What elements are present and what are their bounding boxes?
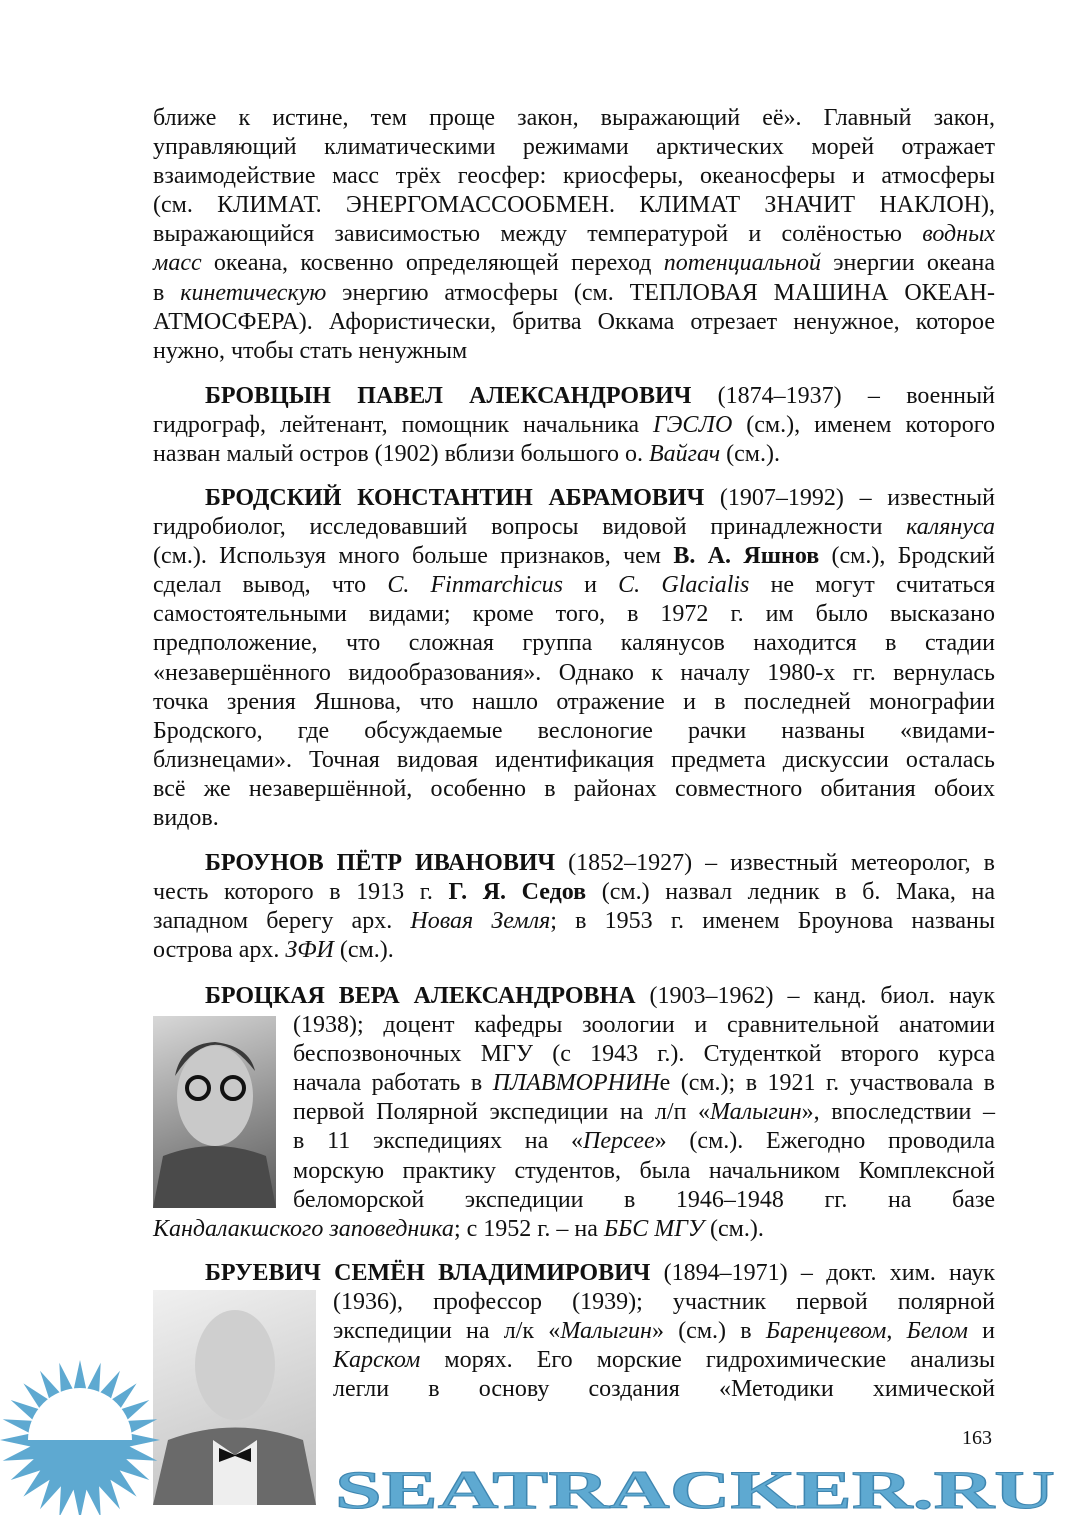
- text-run: первой Полярной экспедиции на л/п «: [293, 1099, 711, 1126]
- portrait-bruevich: [153, 1290, 316, 1505]
- entry-brotskaya: [153, 982, 995, 1244]
- text-line: [293, 1186, 995, 1215]
- text-run: беспозвоночных МГУ (с 1943 г.). Студенткой второго курса: [293, 1041, 995, 1068]
- text-line: [333, 1375, 995, 1404]
- cross-reference: Малыгин: [710, 1099, 802, 1126]
- text-run: в 11 экспедициях на «: [293, 1128, 584, 1155]
- text-line: [153, 411, 995, 440]
- text-run: выражающийся зависимостью между температурой и солёностью: [153, 221, 923, 248]
- text-line: [153, 249, 995, 278]
- cross-reference: Малыгин: [560, 1318, 652, 1345]
- text-line: [153, 133, 995, 162]
- text-run: энергии океана: [820, 250, 996, 277]
- text-run: честь которого в 1913 г.: [153, 879, 449, 906]
- text-run: предположение, что сложная группа калянусов находится в стадии: [153, 630, 995, 657]
- text-line: [153, 907, 995, 936]
- text-run: назван малый остров (1902) вблизи большого о.: [153, 441, 649, 468]
- text-line: [293, 1127, 995, 1156]
- entry-brounov: [153, 849, 995, 965]
- text-run: гидробиолог, исследовавший вопросы видовой принадлежности: [153, 514, 907, 541]
- text-run: », впоследствии –: [801, 1099, 995, 1126]
- entry-name: БРОВЦЫН ПАВЕЛ АЛЕКСАНДРОВИЧ: [205, 383, 692, 409]
- text-run: (см.).: [704, 1215, 764, 1242]
- entry-name: БРУЕВИЧ СЕМЁН ВЛАДИМИРОВИЧ: [205, 1260, 651, 1286]
- text-run: не могут считаться: [749, 572, 995, 599]
- text-run: и: [562, 572, 619, 599]
- text-line: [293, 1157, 995, 1186]
- text-run: и: [967, 1318, 996, 1345]
- cross-reference: Карском: [333, 1347, 421, 1374]
- entry-name: БРОЦКАЯ ВЕРА АЛЕКСАНДРОВНА: [205, 983, 636, 1009]
- cross-reference: ЗФИ: [285, 937, 334, 964]
- text-run: » (см.). Ежегодно проводила: [654, 1128, 996, 1155]
- text-run: Бродского, где обсуждаемые веслоногие рачки названы «видами-: [153, 717, 995, 744]
- text-line: [153, 337, 995, 366]
- cross-reference: Белом: [906, 1318, 968, 1345]
- text-line: [293, 1069, 995, 1098]
- text-run: (1894–1971) – докт. хим. наук: [650, 1260, 995, 1286]
- cross-reference: ББС МГУ: [603, 1215, 705, 1242]
- entry-name: БРОУНОВ ПЁТР ИВАНОВИЧ: [205, 850, 556, 876]
- text-line: [153, 513, 995, 542]
- text-line: [153, 308, 995, 337]
- text-run: е (см.); в 1921 г. участвовала в: [659, 1070, 995, 1097]
- text-run: (см.).: [720, 441, 780, 468]
- cross-reference: кинетическую: [180, 279, 327, 306]
- text-line: [153, 571, 995, 600]
- portrait-brotskaya: [153, 1016, 276, 1208]
- cross-reference: потенциальной: [663, 250, 821, 277]
- sun-icon: [0, 1360, 160, 1515]
- text-run: (см.).: [333, 937, 394, 964]
- text-run: (см.), Бродский: [819, 543, 996, 570]
- text-run: » (см.) в: [651, 1318, 766, 1345]
- text-run: (1903–1962) – канд. биол. наук: [635, 983, 995, 1009]
- cross-reference: Баренцевом: [765, 1318, 887, 1345]
- text-run: (1852–1927) – известный метеоролог, в: [555, 850, 996, 876]
- text-line: [333, 1288, 995, 1317]
- text-line: [153, 600, 995, 629]
- text-run: ближе к истине, тем проще закон, выражающий её». Главный закон,: [153, 105, 995, 131]
- text-line: [205, 982, 995, 1011]
- text-run: начала работать в: [293, 1070, 493, 1097]
- text-line: [153, 629, 995, 658]
- text-line: [153, 1215, 995, 1244]
- text-line: [205, 484, 995, 513]
- text-line: [153, 775, 995, 804]
- text-run: западном берегу арх.: [153, 908, 411, 935]
- cross-reference: C. Glacialis: [618, 572, 750, 599]
- text-run: ; с 1952 г. – на: [453, 1215, 604, 1242]
- entry-name: В. А. Яшнов: [673, 543, 820, 570]
- svg-text:SEATRACKER.RU: SEATRACKER.RU: [335, 1460, 1055, 1515]
- text-run: легли в основу создания «Методики химической: [333, 1376, 995, 1403]
- cross-reference: Кандалакшского заповедника: [153, 1215, 454, 1242]
- text-line: [333, 1317, 995, 1346]
- text-line: [153, 936, 995, 965]
- text-run: близнецами». Точная видовая идентификация предмета дискуссии осталась: [153, 746, 995, 773]
- text-line: [205, 849, 995, 878]
- text-run: (1936), профессор (1939); участник первой полярной: [333, 1289, 995, 1316]
- text-line: [153, 104, 995, 133]
- text-run: (см.) назвал ледник в б. Мака, на: [586, 879, 996, 906]
- cross-reference: масс: [153, 250, 202, 277]
- cross-reference: C. Finmarchicus: [387, 572, 563, 599]
- text-run: (см.), именем которого: [732, 412, 996, 439]
- cross-reference: водных: [922, 221, 995, 248]
- sun-rays: [0, 1360, 160, 1515]
- text-line: [153, 440, 995, 469]
- text-run: сделал вывод, что: [153, 572, 388, 599]
- text-line: [153, 279, 995, 308]
- paragraph-climate-continuation: [153, 104, 995, 366]
- text-line: [153, 220, 995, 249]
- entry-brodsky: [153, 484, 995, 833]
- text-run: управляющий климатическими режимами арктических морей отражает: [153, 134, 995, 161]
- cross-reference: Новая Земля: [410, 908, 551, 935]
- text-run: ,: [886, 1318, 907, 1345]
- text-run: беломорской экспедиции в 1946–1948 гг. на базе: [293, 1186, 995, 1213]
- text-line: [153, 191, 995, 220]
- text-line: [205, 1259, 995, 1288]
- text-run: (см.). Используя много больше признаков, чем: [153, 543, 674, 570]
- text-run: АТМОСФЕРА). Афористически, бритва Оккама отрезает ненужное, которое: [153, 308, 995, 335]
- text-line: [153, 542, 995, 571]
- text-run: гидрограф, лейтенант, помощник начальника: [153, 412, 654, 439]
- text-run: «незавершённого видообразования». Однако к началу 1980-х гг. вернулась: [153, 659, 995, 686]
- text-run: самостоятельными видами; кроме того, в 1972 г. им было высказано: [153, 601, 995, 628]
- text-run: точка зрения Яшнова, что нашло отражение и в последней монографии: [153, 688, 995, 715]
- text-run: видов.: [153, 805, 219, 832]
- text-line: [293, 1011, 995, 1040]
- text-run: (1874–1937) – военный: [691, 383, 995, 409]
- cross-reference: ГЭСЛО: [653, 412, 733, 439]
- entry-brovtsyn: [153, 382, 995, 469]
- text-run: энергию атмосферы (см. ТЕПЛОВАЯ МАШИНА ОКЕАН-: [326, 279, 995, 306]
- entry-name: Г. Я. Седов: [448, 879, 587, 906]
- text-line: [153, 659, 995, 688]
- text-run: в: [153, 279, 181, 306]
- text-run: ; в 1953 г. именем Броунова названы: [550, 908, 995, 935]
- text-line: [153, 878, 995, 907]
- text-run: морскую практику студентов, была начальником Комплексной: [293, 1157, 995, 1184]
- text-run: (1907–1992) – известный: [704, 485, 995, 511]
- text-run: морях. Его морские гидрохимические анализы: [420, 1347, 995, 1374]
- cross-reference: калянуса: [906, 514, 995, 541]
- text-line: [153, 804, 995, 833]
- text-line: [153, 162, 995, 191]
- text-line: [153, 717, 995, 746]
- text-run: (1938); доцент кафедры зоологии и сравнительной анатомии: [293, 1012, 995, 1039]
- text-run: взаимодействие масс трёх геосфер: криосферы, океаносферы и атмосферы: [153, 163, 995, 190]
- text-run: (см. КЛИМАТ. ЭНЕРГОМАССООБМЕН. КЛИМАТ ЗНАЧИТ НАКЛОН),: [153, 192, 995, 219]
- text-run: экспедиции на л/к «: [333, 1318, 561, 1345]
- text-run: нужно, чтобы стать ненужным: [153, 337, 468, 364]
- text-line: [293, 1040, 995, 1069]
- text-line: [153, 688, 995, 717]
- page-number: 163: [962, 1427, 992, 1449]
- cross-reference: Персее: [583, 1128, 655, 1155]
- entry-name: БРОДСКИЙ КОНСТАНТИН АБРАМОВИЧ: [205, 485, 705, 511]
- text-line: [293, 1098, 995, 1127]
- text-run: океана, косвенно определяющей переход: [201, 250, 664, 277]
- cross-reference: Вайгач: [648, 441, 721, 468]
- text-run: всё же незавершённой, особенно в районах совместного обитания обоих: [153, 775, 995, 802]
- text-line: [153, 746, 995, 775]
- text-line: [205, 382, 995, 411]
- text-run: острова арх.: [153, 937, 286, 964]
- text-line: [333, 1346, 995, 1375]
- cross-reference: ПЛАВМОРНИН: [492, 1070, 660, 1097]
